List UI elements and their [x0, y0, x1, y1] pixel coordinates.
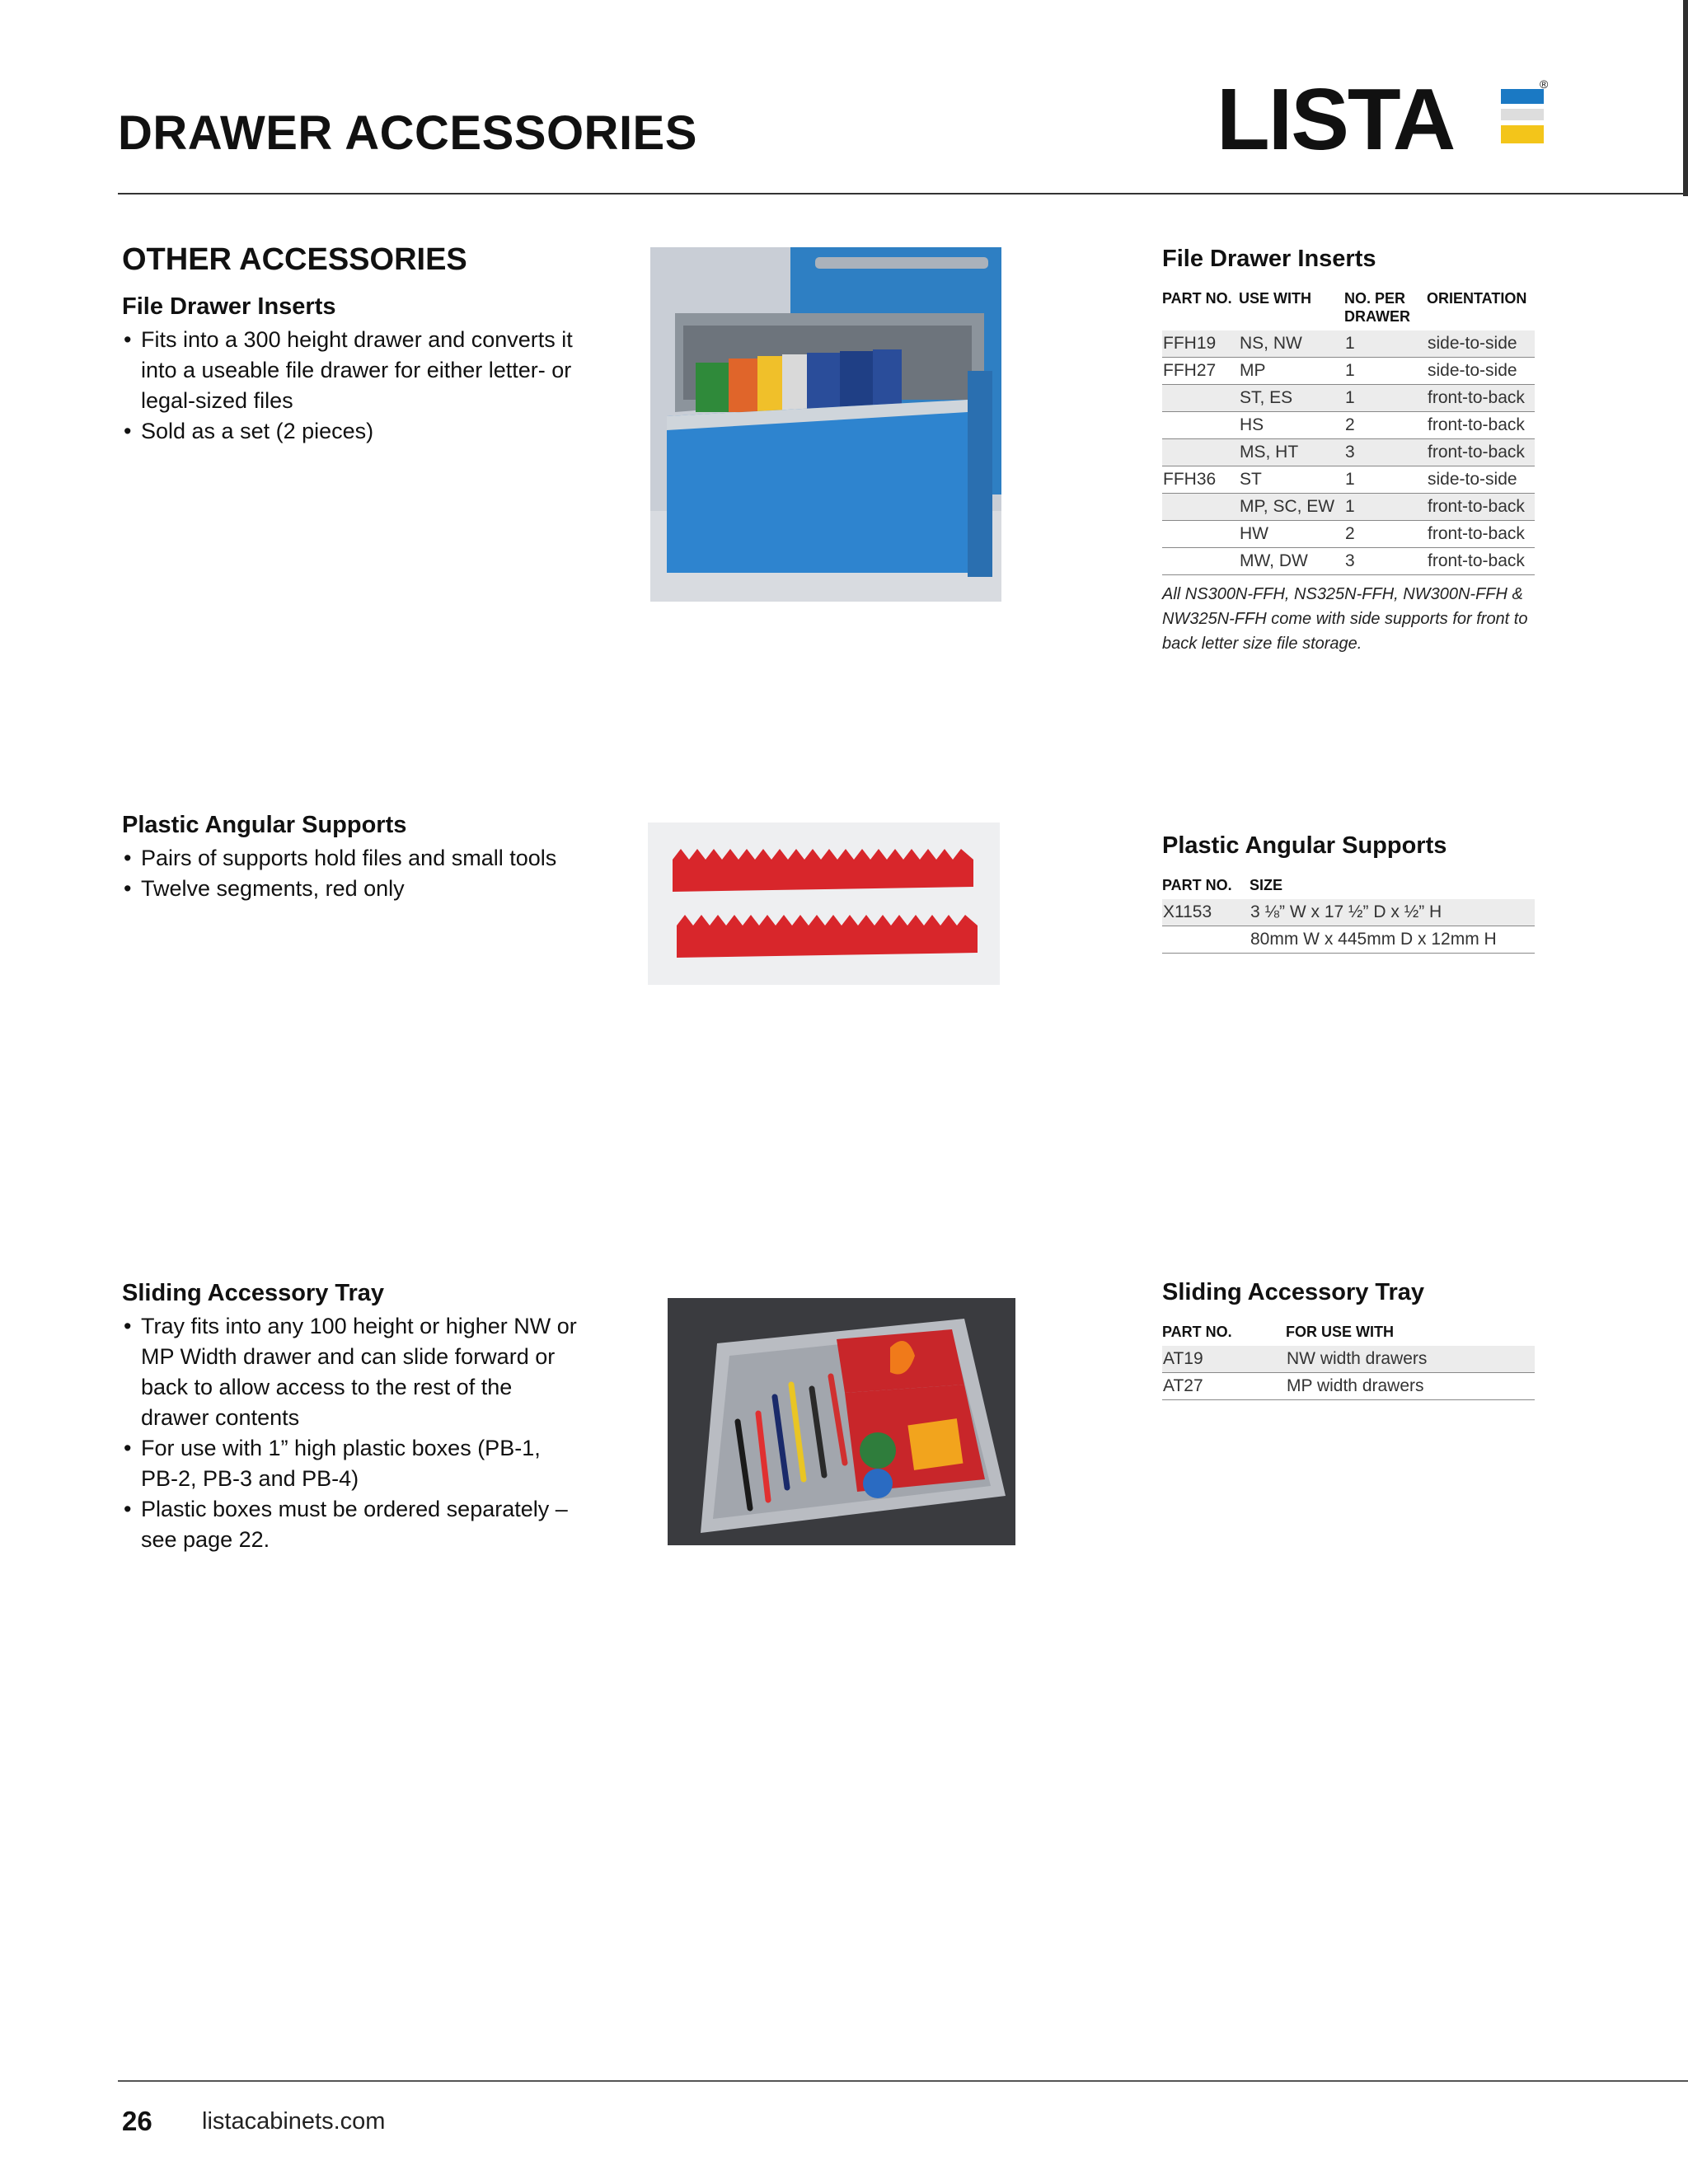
table-row	[1162, 1373, 1535, 1400]
sliding-accessory-tray-table	[1162, 1323, 1535, 1400]
table-cell: HS	[1239, 412, 1344, 439]
table-header: NO. PER DRAWER	[1344, 290, 1410, 325]
table-cell: MP width drawers	[1286, 1373, 1535, 1400]
page-number: 26	[122, 2106, 152, 2136]
table-title: File Drawer Inserts	[1162, 246, 1376, 272]
list-item: • Pairs of supports hold files and small tools	[122, 843, 584, 874]
table-row	[1162, 548, 1535, 575]
table-cell: 1	[1344, 494, 1427, 521]
footer-divider	[118, 2080, 1688, 2082]
table-cell: 1	[1344, 358, 1427, 385]
table-cell: 1	[1344, 330, 1427, 358]
table-row	[1162, 926, 1535, 954]
table-cell: 80mm W x 445mm D x 12mm H	[1250, 926, 1535, 954]
page-title: DRAWER ACCESSORIES	[118, 106, 697, 160]
table-header: ORIENTATION	[1427, 290, 1527, 307]
table-cell: 2	[1344, 412, 1427, 439]
table-cell: MW, DW	[1239, 548, 1344, 575]
table-header: SIZE	[1250, 877, 1283, 893]
table-header: USE WITH	[1239, 290, 1311, 307]
table-cell: MP	[1239, 358, 1344, 385]
table-cell: side-to-side	[1427, 330, 1535, 358]
file-drawer-inserts-spec	[1162, 246, 1537, 656]
table-cell: 3	[1344, 548, 1427, 575]
table-cell: MS, HT	[1239, 439, 1344, 466]
table-title: Sliding Accessory Tray	[1162, 1279, 1425, 1305]
table-row	[1162, 412, 1535, 439]
sliding-accessory-tray-spec	[1162, 1279, 1535, 1400]
table-cell: FFH36	[1162, 466, 1239, 494]
table-header: FOR USE WITH	[1286, 1324, 1394, 1340]
table-row	[1162, 899, 1535, 926]
plastic-angular-supports-bullets	[122, 843, 584, 904]
table-cell: FFH27	[1162, 358, 1239, 385]
table-cell: side-to-side	[1427, 466, 1535, 494]
list-item: • Tray fits into any 100 height or higher NW or MP Width drawer and can slide forward or back to allow access to the rest of the drawer contents	[122, 1311, 584, 1433]
plastic-angular-supports-table	[1162, 876, 1535, 954]
table-cell	[1162, 412, 1239, 439]
table-row	[1162, 358, 1535, 385]
list-item: • Sold as a set (2 pieces)	[122, 416, 584, 447]
table-cell	[1162, 385, 1239, 412]
list-item: • Twelve segments, red only	[122, 874, 584, 904]
table-cell	[1162, 494, 1239, 521]
table-cell: front-to-back	[1427, 548, 1535, 575]
lista-logo	[1217, 71, 1549, 168]
table-cell: front-to-back	[1427, 439, 1535, 466]
file-drawer-inserts-heading: File Drawer Inserts	[122, 293, 336, 320]
table-cell: AT19	[1162, 1346, 1286, 1373]
list-item: • Fits into a 300 height drawer and converts it into a useable file drawer for either letter- or legal-sized files	[122, 325, 584, 416]
table-cell: ST, ES	[1239, 385, 1344, 412]
table-row	[1162, 466, 1535, 494]
accessory-tray-photo	[668, 1298, 1015, 1545]
table-cell: NS, NW	[1239, 330, 1344, 358]
header-divider	[118, 193, 1688, 194]
table-row	[1162, 330, 1535, 358]
table-row	[1162, 439, 1535, 466]
table-cell: 3 ⅛” W x 17 ½” D x ½” H	[1250, 899, 1535, 926]
table-header: PART NO.	[1162, 877, 1232, 893]
sliding-accessory-tray-heading: Sliding Accessory Tray	[122, 1280, 385, 1306]
page-edge-shadow	[1683, 0, 1688, 196]
table-cell: 3	[1344, 439, 1427, 466]
logo-wordmark: LISTA	[1217, 71, 1455, 168]
file-drawer-inserts-table	[1162, 289, 1535, 575]
table-cell: front-to-back	[1427, 412, 1535, 439]
table-cell	[1162, 439, 1239, 466]
table-row	[1162, 385, 1535, 412]
logo-stripes-icon	[1501, 89, 1544, 150]
table-cell: 1	[1344, 385, 1427, 412]
table-footnote: All NS300N-FFH, NS325N-FFH, NW300N-FFH & NW325N-FFH come with side supports for front to back letter size file storage.	[1162, 585, 1528, 653]
table-cell: front-to-back	[1427, 494, 1535, 521]
list-item: • For use with 1” high plastic boxes (PB-1, PB-2, PB-3 and PB-4)	[122, 1433, 584, 1494]
table-cell: FFH19	[1162, 330, 1239, 358]
table-cell: side-to-side	[1427, 358, 1535, 385]
table-cell: NW width drawers	[1286, 1346, 1535, 1373]
table-cell: front-to-back	[1427, 385, 1535, 412]
plastic-angular-supports-spec	[1162, 832, 1535, 954]
table-header: PART NO.	[1162, 1324, 1232, 1340]
file-drawer-photo	[650, 247, 1001, 602]
table-cell: 1	[1344, 466, 1427, 494]
list-item: • Plastic boxes must be ordered separately – see page 22.	[122, 1494, 584, 1555]
table-cell	[1162, 926, 1250, 954]
table-cell: front-to-back	[1427, 521, 1535, 548]
table-cell	[1162, 548, 1239, 575]
website-link[interactable]: listacabinets.com	[202, 2108, 386, 2135]
table-cell: 2	[1344, 521, 1427, 548]
table-cell: X1153	[1162, 899, 1250, 926]
file-drawer-inserts-bullets	[122, 325, 584, 447]
table-cell: AT27	[1162, 1373, 1286, 1400]
table-header: PART NO.	[1162, 290, 1232, 307]
table-cell: ST	[1239, 466, 1344, 494]
table-row	[1162, 1346, 1535, 1373]
table-row	[1162, 494, 1535, 521]
sliding-accessory-tray-bullets	[122, 1311, 584, 1555]
table-cell	[1162, 521, 1239, 548]
table-cell: HW	[1239, 521, 1344, 548]
registered-mark-icon: ®	[1540, 77, 1549, 91]
angular-supports-photo	[648, 823, 1000, 985]
plastic-angular-supports-heading: Plastic Angular Supports	[122, 812, 407, 838]
table-title: Plastic Angular Supports	[1162, 832, 1447, 859]
table-row	[1162, 521, 1535, 548]
section-heading: OTHER ACCESSORIES	[122, 242, 467, 277]
table-cell: MP, SC, EW	[1239, 494, 1344, 521]
